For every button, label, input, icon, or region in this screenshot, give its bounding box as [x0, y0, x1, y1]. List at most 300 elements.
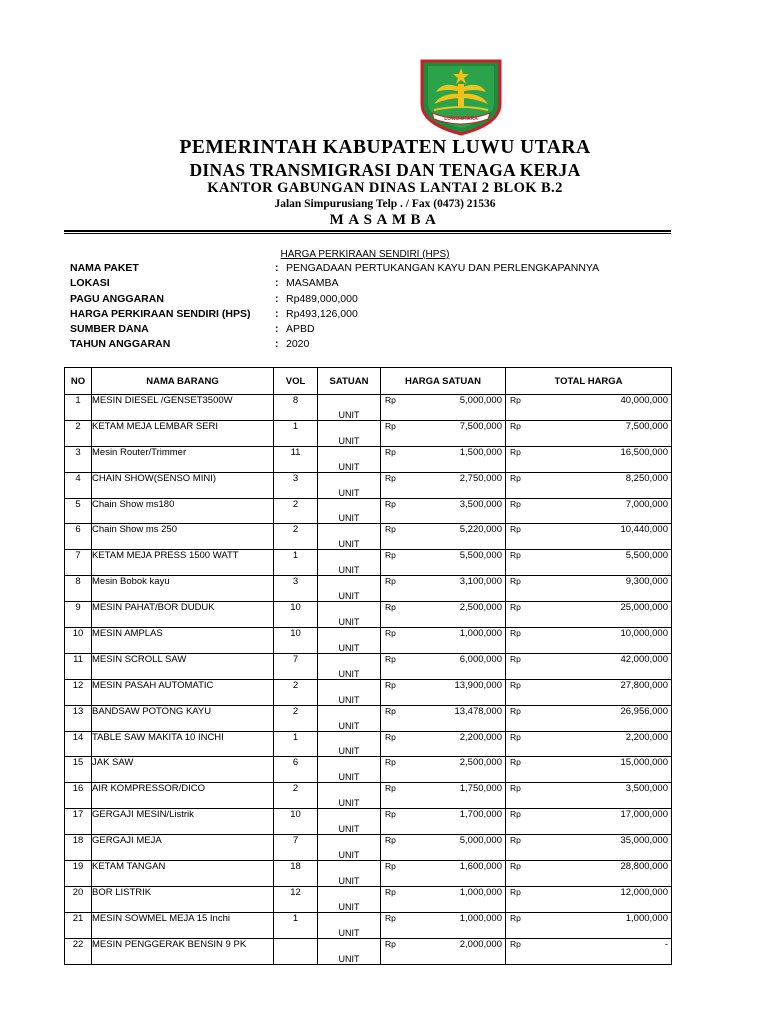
row-number: 4 — [65, 472, 92, 498]
row-number: 2 — [65, 420, 92, 446]
money-value — [506, 680, 671, 691]
item-volume — [274, 938, 318, 964]
money-value — [381, 913, 505, 924]
item-unit: UNIT — [318, 524, 381, 550]
item-name: BANDSAW POTONG KAYU — [92, 705, 274, 731]
money-value — [506, 421, 671, 432]
unit-price-cell — [381, 420, 506, 446]
info-value: Rp493,126,000 — [286, 307, 358, 320]
letterhead-divider-thin — [64, 233, 671, 234]
unit-price-cell — [381, 886, 506, 912]
unit-price-cell — [381, 835, 506, 861]
currency-label: Rp — [510, 524, 521, 535]
item-unit: UNIT — [318, 576, 381, 602]
item-unit: UNIT — [318, 395, 381, 421]
currency-label: Rp — [510, 446, 521, 457]
unit-price-cell — [381, 395, 506, 421]
col-header-unit-price: HARGA SATUAN — [381, 368, 506, 395]
item-unit: UNIT — [318, 628, 381, 654]
table-row — [65, 576, 672, 602]
unit-price-cell — [381, 731, 506, 757]
item-volume: 1 — [274, 420, 318, 446]
currency-label: Rp — [510, 472, 521, 483]
item-volume: 10 — [274, 809, 318, 835]
item-name: MESIN SOWMEL MEJA 15 Inchi — [92, 912, 274, 938]
unit-price-value: 13,900,000 — [454, 679, 502, 691]
total-price-cell — [506, 757, 672, 783]
currency-label: Rp — [510, 576, 521, 587]
total-price-cell — [506, 938, 672, 964]
money-value — [381, 628, 505, 639]
row-number: 7 — [65, 550, 92, 576]
currency-label: Rp — [510, 395, 521, 405]
table-row — [65, 809, 672, 835]
unit-price-value: 3,500,000 — [459, 498, 502, 510]
item-unit: UNIT — [318, 705, 381, 731]
item-volume: 7 — [274, 653, 318, 679]
item-name: MESIN DIESEL /GENSET3500W — [92, 395, 274, 421]
unit-price-cell — [381, 809, 506, 835]
unit-price-value: 2,500,000 — [459, 757, 502, 769]
total-price-value: 15,000,000 — [620, 757, 668, 769]
money-value — [381, 524, 505, 535]
currency-label: Rp — [385, 835, 396, 846]
currency-label: Rp — [510, 886, 521, 897]
currency-label: Rp — [385, 628, 396, 639]
row-number: 6 — [65, 524, 92, 550]
money-value — [381, 654, 505, 665]
money-value — [381, 499, 505, 510]
total-price-cell — [506, 446, 672, 472]
table-row — [65, 861, 672, 887]
table-row — [65, 705, 672, 731]
currency-label: Rp — [510, 420, 521, 431]
unit-price-value: 7,500,000 — [459, 420, 502, 432]
item-unit: UNIT — [318, 886, 381, 912]
info-colon: : — [275, 262, 279, 274]
unit-price-cell — [381, 472, 506, 498]
info-row — [70, 308, 670, 323]
row-number: 14 — [65, 731, 92, 757]
money-value — [506, 887, 671, 898]
item-volume: 18 — [274, 861, 318, 887]
letterhead-divider-thick — [64, 230, 671, 232]
col-header-name: NAMA BARANG — [92, 368, 274, 395]
item-unit: UNIT — [318, 835, 381, 861]
info-colon: : — [275, 338, 279, 351]
money-value — [381, 602, 505, 613]
money-value — [506, 654, 671, 665]
row-number: 1 — [65, 395, 92, 421]
row-number: 20 — [65, 886, 92, 912]
table-row — [65, 783, 672, 809]
unit-price-cell — [381, 576, 506, 602]
info-label: LOKASI — [70, 277, 110, 290]
row-number: 22 — [65, 938, 92, 964]
currency-label: Rp — [385, 912, 396, 923]
money-value — [506, 524, 671, 535]
unit-price-value: 13,478,000 — [454, 705, 502, 717]
info-label: TAHUN ANGGARAN — [70, 338, 171, 351]
total-price-cell — [506, 395, 672, 421]
item-name: Mesin Bobok kayu — [92, 576, 274, 602]
item-volume: 10 — [274, 628, 318, 654]
col-header-total: TOTAL HARGA — [506, 368, 672, 395]
total-price-cell — [506, 628, 672, 654]
info-colon: : — [275, 277, 279, 290]
currency-label: Rp — [510, 835, 521, 846]
total-price-value: 12,000,000 — [620, 886, 668, 898]
money-value — [506, 939, 671, 950]
currency-label: Rp — [385, 705, 396, 716]
letterhead-office: KANTOR GABUNGAN DINAS LANTAI 2 BLOK B.2 — [207, 180, 563, 196]
info-colon: : — [275, 292, 279, 305]
money-value — [381, 447, 505, 458]
table-row — [65, 472, 672, 498]
row-number: 19 — [65, 861, 92, 887]
unit-price-value: 5,000,000 — [459, 835, 502, 847]
money-value — [381, 550, 505, 561]
unit-price-cell — [381, 628, 506, 654]
table-row — [65, 912, 672, 938]
currency-label: Rp — [385, 783, 396, 794]
item-volume: 11 — [274, 446, 318, 472]
money-value — [506, 550, 671, 561]
currency-label: Rp — [385, 757, 396, 768]
unit-price-value: 1,000,000 — [459, 628, 502, 640]
item-unit: UNIT — [318, 653, 381, 679]
row-number: 5 — [65, 498, 92, 524]
row-number: 18 — [65, 835, 92, 861]
table-row — [65, 420, 672, 446]
info-row — [70, 338, 670, 353]
row-number: 13 — [65, 705, 92, 731]
money-value — [506, 628, 671, 639]
money-value — [381, 757, 505, 768]
item-unit: UNIT — [318, 809, 381, 835]
item-volume: 2 — [274, 524, 318, 550]
currency-label: Rp — [385, 653, 396, 664]
currency-label: Rp — [385, 576, 396, 587]
info-value: APBD — [286, 323, 315, 336]
info-label: HARGA PERKIRAAN SENDIRI (HPS) — [70, 307, 251, 320]
money-value — [381, 576, 505, 587]
item-volume: 2 — [274, 705, 318, 731]
total-price-value: 28,800,000 — [620, 861, 668, 873]
money-value — [381, 939, 505, 950]
money-value — [506, 861, 671, 872]
row-number: 17 — [65, 809, 92, 835]
item-name: GERGAJI MESIN/Listrik — [92, 809, 274, 835]
unit-price-cell — [381, 550, 506, 576]
money-value — [381, 861, 505, 872]
info-value: MASAMBA — [286, 277, 339, 290]
unit-price-cell — [381, 653, 506, 679]
currency-label: Rp — [385, 498, 396, 509]
unit-price-value: 3,100,000 — [459, 576, 502, 588]
unit-price-cell — [381, 498, 506, 524]
total-price-value: 1,000,000 — [625, 912, 668, 924]
item-volume: 6 — [274, 757, 318, 783]
info-label: PAGU ANGGARAN — [70, 292, 164, 305]
total-price-value: 25,000,000 — [620, 602, 668, 614]
info-label: NAMA PAKET — [70, 262, 139, 274]
total-price-cell — [506, 731, 672, 757]
currency-label: Rp — [510, 783, 521, 794]
package-info — [70, 262, 670, 354]
total-price-value: 2,200,000 — [625, 731, 668, 743]
total-price-cell — [506, 524, 672, 550]
info-value: PENGADAAN PERTUKANGAN KAYU DAN PERLENGKAPANNYA — [286, 262, 600, 274]
unit-price-value: 5,000,000 — [459, 395, 502, 406]
item-name: MESIN AMPLAS — [92, 628, 274, 654]
row-number: 12 — [65, 679, 92, 705]
item-unit: UNIT — [318, 498, 381, 524]
item-name: KETAM TANGAN — [92, 861, 274, 887]
row-number: 16 — [65, 783, 92, 809]
info-value: 2020 — [286, 338, 310, 351]
item-name: AIR KOMPRESSOR/DICO — [92, 783, 274, 809]
currency-label: Rp — [385, 861, 396, 872]
unit-price-value: 1,000,000 — [459, 912, 502, 924]
money-value — [381, 395, 505, 406]
money-value — [506, 395, 671, 406]
table-row — [65, 886, 672, 912]
item-unit: UNIT — [318, 861, 381, 887]
currency-label: Rp — [510, 912, 521, 923]
unit-price-value: 5,220,000 — [459, 524, 502, 536]
info-colon: : — [275, 323, 279, 336]
unit-price-value: 1,600,000 — [459, 861, 502, 873]
currency-label: Rp — [385, 446, 396, 457]
currency-label: Rp — [385, 524, 396, 535]
total-price-cell — [506, 809, 672, 835]
money-value — [506, 576, 671, 587]
item-name: TABLE SAW MAKITA 10 INCHI — [92, 731, 274, 757]
total-price-value: 5,500,000 — [625, 550, 668, 562]
item-volume: 12 — [274, 886, 318, 912]
currency-label: Rp — [510, 602, 521, 613]
currency-label: Rp — [385, 550, 396, 561]
item-name: GERGAJI MEJA — [92, 835, 274, 861]
total-price-cell — [506, 861, 672, 887]
currency-label: Rp — [385, 472, 396, 483]
table-row — [65, 731, 672, 757]
table-row — [65, 524, 672, 550]
item-volume: 10 — [274, 602, 318, 628]
item-volume: 2 — [274, 498, 318, 524]
item-unit: UNIT — [318, 757, 381, 783]
item-volume: 2 — [274, 783, 318, 809]
table-row — [65, 602, 672, 628]
item-volume: 2 — [274, 679, 318, 705]
money-value — [506, 732, 671, 743]
table-row — [65, 395, 672, 421]
unit-price-cell — [381, 861, 506, 887]
unit-price-cell — [381, 757, 506, 783]
item-name: Mesin Router/Trimmer — [92, 446, 274, 472]
total-price-value: 10,000,000 — [620, 628, 668, 640]
currency-label: Rp — [510, 861, 521, 872]
item-name: MESIN PASAH AUTOMATIC — [92, 679, 274, 705]
total-price-value: 7,500,000 — [625, 420, 668, 432]
item-unit: UNIT — [318, 938, 381, 964]
letterhead-address: Jalan Simpurusiang Telp . / Fax (0473) 21536 — [274, 198, 496, 210]
money-value — [506, 757, 671, 768]
item-unit: UNIT — [318, 472, 381, 498]
unit-price-value: 1,700,000 — [459, 809, 502, 821]
unit-price-cell — [381, 524, 506, 550]
money-value — [381, 835, 505, 846]
unit-price-cell — [381, 705, 506, 731]
emblem-ribbon-text: LUWU UTARA — [444, 116, 478, 122]
item-unit: UNIT — [318, 731, 381, 757]
info-colon: : — [275, 307, 279, 320]
item-volume: 1 — [274, 550, 318, 576]
unit-price-cell — [381, 602, 506, 628]
info-row — [70, 293, 670, 308]
money-value — [381, 473, 505, 484]
row-number: 3 — [65, 446, 92, 472]
total-price-cell — [506, 498, 672, 524]
item-unit: UNIT — [318, 550, 381, 576]
total-price-cell — [506, 705, 672, 731]
unit-price-value: 2,200,000 — [459, 731, 502, 743]
total-price-cell — [506, 679, 672, 705]
money-value — [381, 732, 505, 743]
total-price-cell — [506, 653, 672, 679]
table-row — [65, 938, 672, 964]
table-header-row — [65, 368, 672, 395]
total-price-value: 35,000,000 — [620, 835, 668, 847]
money-value — [506, 473, 671, 484]
col-header-vol: VOL — [274, 368, 318, 395]
letterhead-government: PEMERINTAH KABUPATEN LUWU UTARA — [179, 137, 591, 158]
item-unit: UNIT — [318, 783, 381, 809]
currency-label: Rp — [510, 679, 521, 690]
item-volume: 1 — [274, 912, 318, 938]
unit-price-value: 5,500,000 — [459, 550, 502, 562]
total-price-cell — [506, 835, 672, 861]
total-price-value: 8,250,000 — [625, 472, 668, 484]
currency-label: Rp — [385, 420, 396, 431]
item-name: Chain Show ms 250 — [92, 524, 274, 550]
letterhead-city: MASAMBA — [329, 212, 441, 228]
table-row — [65, 653, 672, 679]
currency-label: Rp — [510, 731, 521, 742]
money-value — [506, 913, 671, 924]
currency-label: Rp — [510, 757, 521, 768]
unit-price-value: 1,750,000 — [459, 783, 502, 795]
row-number: 10 — [65, 628, 92, 654]
currency-label: Rp — [385, 731, 396, 742]
money-value — [506, 783, 671, 794]
table-row — [65, 757, 672, 783]
total-price-value: 42,000,000 — [620, 653, 668, 665]
currency-label: Rp — [510, 705, 521, 716]
item-unit: UNIT — [318, 679, 381, 705]
document-title: HARGA PERKIRAAN SENDIRI (HPS) — [280, 249, 450, 260]
item-volume: 7 — [274, 835, 318, 861]
row-number: 8 — [65, 576, 92, 602]
regency-emblem-icon — [416, 58, 506, 136]
money-value — [506, 602, 671, 613]
total-price-cell — [506, 912, 672, 938]
currency-label: Rp — [510, 809, 521, 820]
money-value — [381, 421, 505, 432]
money-value — [506, 447, 671, 458]
item-volume: 1 — [274, 731, 318, 757]
row-number: 11 — [65, 653, 92, 679]
unit-price-value: 6,000,000 — [459, 653, 502, 665]
total-price-cell — [506, 472, 672, 498]
info-row — [70, 277, 670, 292]
money-value — [506, 809, 671, 820]
money-value — [381, 783, 505, 794]
currency-label: Rp — [510, 938, 521, 949]
row-number: 9 — [65, 602, 92, 628]
currency-label: Rp — [385, 395, 396, 405]
currency-label: Rp — [385, 938, 396, 949]
info-row — [70, 262, 670, 277]
total-price-value: 27,800,000 — [620, 679, 668, 691]
total-price-cell — [506, 886, 672, 912]
table-row — [65, 628, 672, 654]
total-price-value: 9,300,000 — [625, 576, 668, 588]
total-price-value: 17,000,000 — [620, 809, 668, 821]
info-value: Rp489,000,000 — [286, 292, 358, 305]
item-name: MESIN SCROLL SAW — [92, 653, 274, 679]
total-price-value: 40,000,000 — [620, 395, 668, 406]
total-price-value: 10,440,000 — [620, 524, 668, 536]
items-table — [64, 367, 672, 965]
item-unit: UNIT — [318, 602, 381, 628]
money-value — [506, 835, 671, 846]
total-price-value: 16,500,000 — [620, 446, 668, 458]
currency-label: Rp — [385, 886, 396, 897]
item-name: Chain Show ms180 — [92, 498, 274, 524]
currency-label: Rp — [510, 498, 521, 509]
item-name: BOR LISTRIK — [92, 886, 274, 912]
unit-price-cell — [381, 938, 506, 964]
currency-label: Rp — [510, 628, 521, 639]
table-row — [65, 498, 672, 524]
money-value — [381, 887, 505, 898]
unit-price-value: 1,000,000 — [459, 886, 502, 898]
col-header-no: NO — [65, 368, 92, 395]
total-price-cell — [506, 420, 672, 446]
total-price-cell — [506, 550, 672, 576]
item-name: KETAM MEJA LEMBAR SERI — [92, 420, 274, 446]
item-name: MESIN PENGGERAK BENSIN 9 PK — [92, 938, 274, 964]
money-value — [381, 706, 505, 717]
money-value — [506, 706, 671, 717]
currency-label: Rp — [385, 809, 396, 820]
money-value — [381, 680, 505, 691]
item-unit: UNIT — [318, 912, 381, 938]
unit-price-value: 2,000,000 — [459, 938, 502, 950]
item-volume: 8 — [274, 395, 318, 421]
item-name: KETAM MEJA PRESS 1500 WATT — [92, 550, 274, 576]
total-price-cell — [506, 576, 672, 602]
total-price-cell — [506, 783, 672, 809]
unit-price-value: 2,750,000 — [459, 472, 502, 484]
item-name: CHAIN SHOW(SENSO MINI) — [92, 472, 274, 498]
unit-price-cell — [381, 783, 506, 809]
unit-price-cell — [381, 912, 506, 938]
unit-price-cell — [381, 446, 506, 472]
info-label: SUMBER DANA — [70, 323, 149, 336]
